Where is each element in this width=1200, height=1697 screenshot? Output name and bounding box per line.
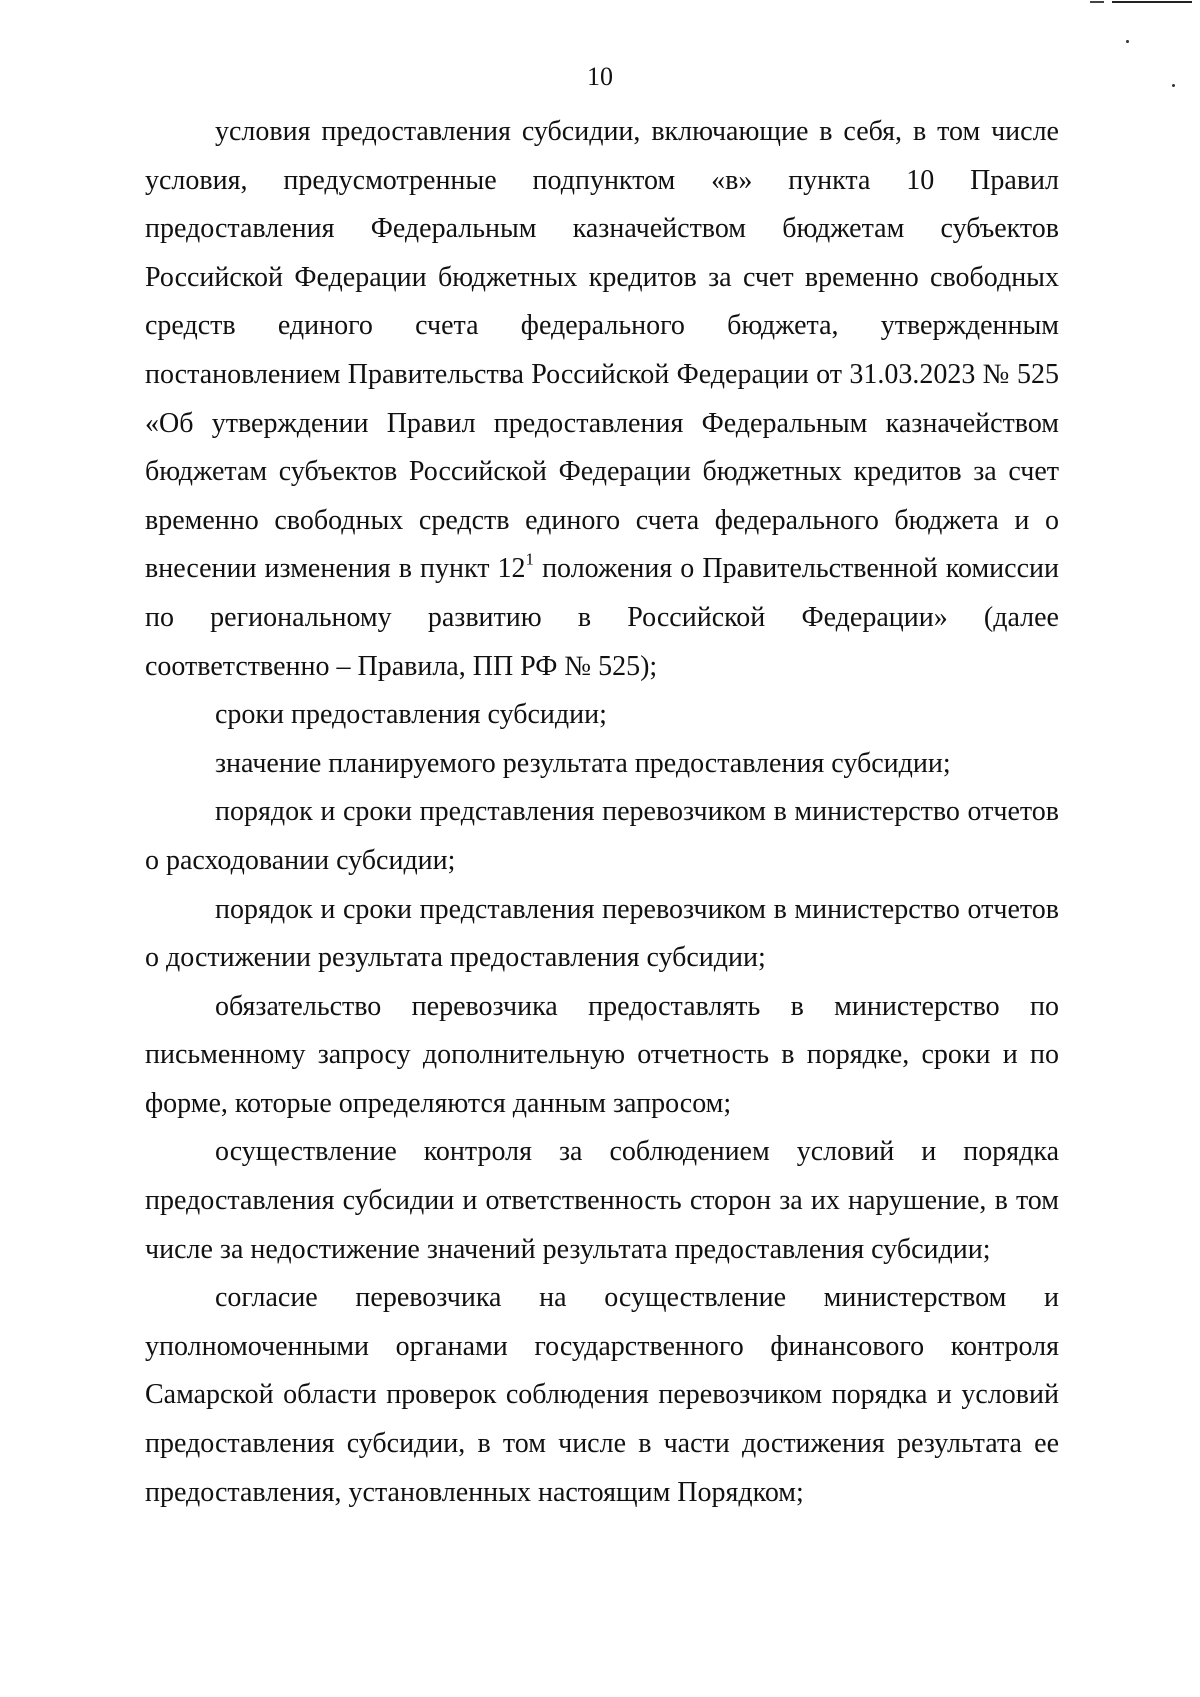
scan-speck [1126, 40, 1129, 43]
paragraph-compliance-control: осуществление контроля за соблюдением условий и порядка предоставления субсидии и ответственность сторон за их нарушение, в том числе за недостижение значений результата предоставления субсидии; [145, 1136, 1059, 1265]
scan-edge-line [1112, 1, 1192, 3]
paragraph-additional-reporting: обязательство перевозчика предоставлять в министерство по письменному запросу дополнительную отчетность в порядке, сроки и по форме, которые определяются данным запросом; [145, 990, 1059, 1119]
paragraph-planned-result: значение планируемого результата предоставления субсидии; [215, 747, 951, 779]
page-number: 10 [587, 62, 613, 91]
scan-edge-line-short [1090, 1, 1104, 3]
paragraph-subsidy-conditions [145, 108, 1059, 691]
paragraph-inspection-consent: согласие перевозчика на осуществление министерством и уполномоченными органами государственного финансового контроля Самарской области проверок соблюдения перевозчиком порядка и условий предоставления субсидии, в том числе в части достижения результата ее предоставления, установленных настоящим Порядком; [145, 1282, 1059, 1508]
document-body [145, 108, 1059, 1517]
paragraph-subsidy-terms: сроки предоставления субсидии; [215, 699, 607, 731]
superscript-footnote-marker: 1 [525, 549, 534, 569]
scan-edge-marks [1090, 0, 1200, 4]
paragraph-result-reports: порядок и сроки представления перевозчиком в министерство отчетов о достижении результата предоставления субсидии; [145, 893, 1059, 974]
paragraph-expense-reports: порядок и сроки представления перевозчиком в министерство отчетов о расходовании субсидии; [145, 796, 1059, 876]
paragraph-text-continued: положения о Правительственной комиссии по региональному развитию в Российской Федерации» (далее соответственно – Правила, ПП РФ № 525); [145, 553, 1059, 682]
paragraph-text: условия предоставления субсидии, включающие в себя, в том числе условия, предусмотренные подпунктом «в» пункта 10 Правил предоставления Федеральным казначейством бюджетам субъектов Российской Федерации бюджетных кредитов за счет временно свободных средств единого счета федерального бюджета, утвержденным постановлением Правительства Российской Федерации от 31.03.2023 № 525 «Об утверждении Правил предоставления Федеральным казначейством бюджетам субъектов Российской Федерации бюджетных кредитов за счет временно свободных средств единого счета федерального бюджета и о внесении изменения в пункт 12 [145, 116, 1059, 585]
